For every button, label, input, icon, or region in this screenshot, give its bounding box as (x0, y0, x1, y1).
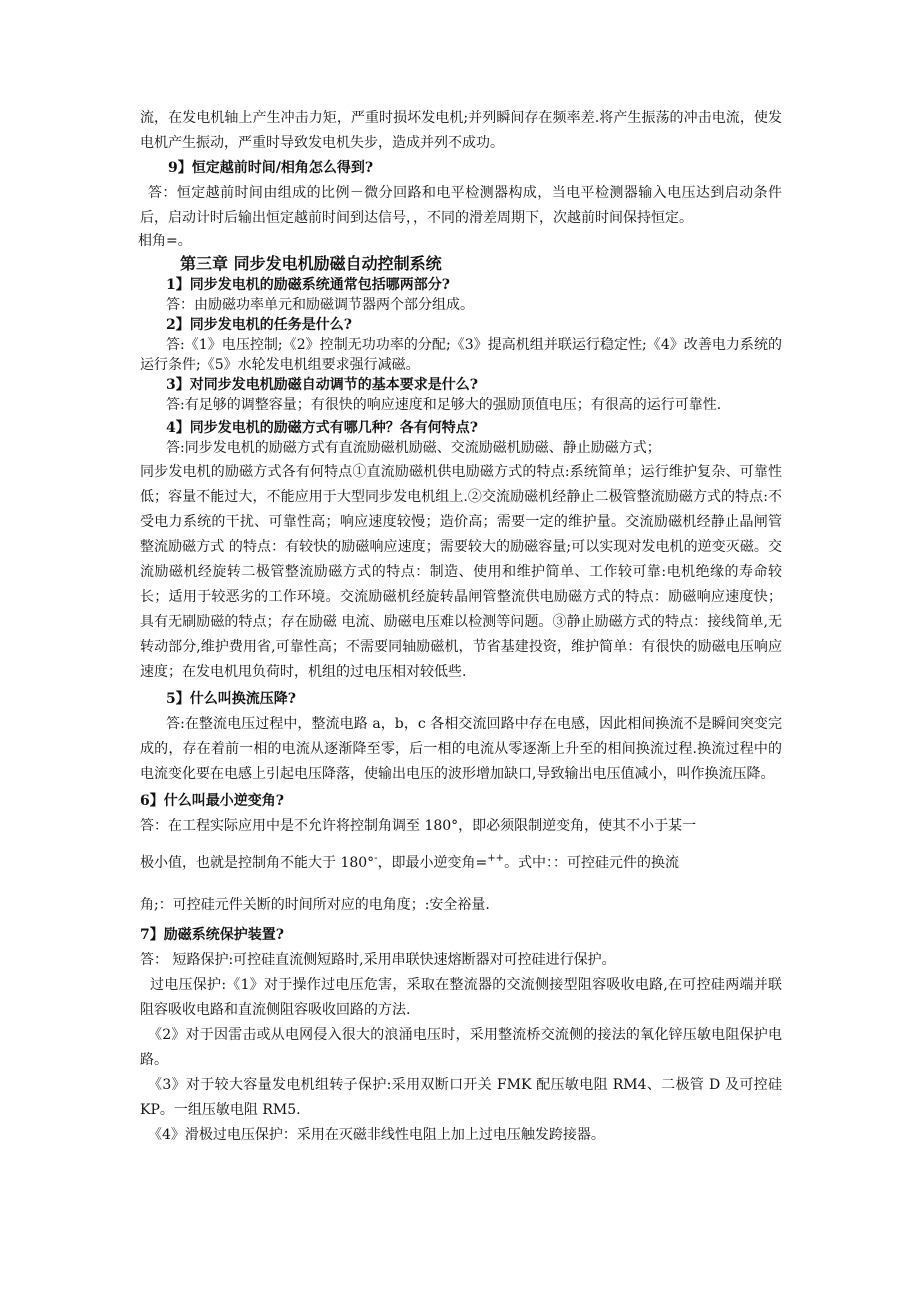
ch3-answer-7-short-circuit: 答： 短路保护:可控硅直流侧短路时,采用串联快速熔断器对可控硅进行保护。 (140, 952, 616, 968)
ch3-answer-4-intro: 答:同步发电机的励磁方式有直流励磁机励磁、交流励磁机励磁、静止励磁方式； (166, 440, 661, 456)
answer-9: 答：恒定越前时间由组成的比例－微分回路和电平检测器构成，当电平检测器输入电压达到启动条件后，启动计时后输出恒定越前时间到达信号，，不同的滑差周期下，次越前时间保持恒定。 (140, 185, 782, 226)
angle-line: 相角=。 (138, 233, 192, 249)
ch3-answer-3: 答:有足够的调整容量；有很快的响应速度和足够大的强励顶值电压；有很高的运行可靠性. (166, 397, 722, 413)
ch3-answer-6-line3: 角;：可控硅元件关断的时间所对应的电角度；:安全裕量. (140, 897, 490, 913)
paragraph-continuation: 流，在发电机轴上产生冲击力矩，严重时损坏发电机;并列瞬间存在频率差.将产生振荡的冲击电流，使发电机产生振动，严重时导致发电机失步，造成并列不成功。 (140, 110, 782, 151)
ch3-answer-5: 答:在整流电压过程中，整流电路 a，b，c 各相交流回路中存在电感，因此相间换流不是瞬间突变完成的，存在着前一相的电流从逐渐降至零，后一相的电流从零逐渐上升至的相间换流过程.换流过程中的电流变化要在电感上引起电压降落，使输出电压的波形增加缺口,导致输出电压值减小，叫作换流压降。 (140, 716, 782, 782)
ch3-answer-6-line1: 答：在工程实际应用中是不允许将控制角调至 180°，即必须限制逆变角，使其不小于某一 (140, 818, 697, 834)
plus-plus-symbol: ++ (487, 853, 505, 864)
ch3-answer-7-item2: 《2》对于因雷击或从电网侵入很大的浪涌电压时，采用整流桥交流侧的接法的氧化锌压敏电阻保护电路。 (140, 1027, 782, 1068)
ch3-answer-6-line2 (140, 841, 782, 881)
chapter-3-heading: 第三章 同步发电机励磁自动控制系统 (180, 254, 442, 273)
answer-6-text-b: ，即最小逆变角= (377, 855, 488, 871)
answer-6-text-a: 极小值，也就是控制角不能大于 180° (140, 855, 375, 871)
ch3-question-6: 6】什么叫最小逆变角? (140, 793, 284, 809)
ch3-answer-4-detail: 同步发电机的励磁方式各有何特点①直流励磁机供电励磁方式的特点:系统简单；运行维护复杂、可靠性低；容量不能过大，不能应用于大型同步发电机组上.②交流励磁机经静止二极管整流励磁方式的特点:不受电力系统的干扰、可靠性高；响应速度较慢；造价高；需要一定的维护量。交流励磁机经静止晶闸管整流励磁方式 的特点：有较快的励磁响应速度；需要较大的励磁容量;可以实现对发电机的逆变灭磁。交流励磁机经旋转二极管整流励磁方式的特点：制造、使用和维护简单、工作较可靠:电机绝缘的寿命较长；适用于较恶劣的工作环境。交流励磁机经旋转晶闸管整流供电励磁方式的特点：励磁响应速度快；具有无刷励磁的特点；存在励磁 电流、励磁电压难以检测等问题。③静止励磁方式的特点：接线简单,无转动部分,维护费用省,可靠性高；不需要同轴励磁机，节省基建投资，维护简单：有很快的励磁电压响应速度；在发电机甩负荷时，机组的过电压相对较低些. (140, 464, 782, 680)
minus-symbol: - (374, 853, 378, 864)
ch3-answer-7-overvoltage: 过电压保护:《1》对于操作过电压危害，采取在整流器的交流侧接型阻容吸收电路,在可控硅两端并联阻容吸收电路和直流侧阻容吸收回路的方法. (140, 977, 782, 1018)
answer-6-text-c: 。式中：：可控硅元件的换流 (504, 855, 680, 871)
ch3-question-3: 3】对同步发电机励磁自动调节的基本要求是什么? (166, 377, 478, 393)
ch3-answer-1: 答：由励磁功率单元和励磁调节器两个部分组成。 (166, 297, 474, 313)
ch3-question-4: 4】同步发电机的励磁方式有哪几种？各有何特点? (166, 420, 478, 436)
question-9: 9】恒定越前时间/相角怎么得到? (168, 160, 374, 176)
ch3-question-7: 7】励磁系统保护装置? (140, 927, 284, 943)
document-page (140, 106, 782, 1148)
ch3-answer-7-item3: 《3》对于较大容量发电机组转子保护:采用双断口开关 FMK 配压敏电阻 RM4、二极管 D 及可控硅 KP。一组压敏电阻 RM5. (140, 1077, 782, 1118)
ch3-answer-7-item4: 《4》滑极过电压保护：采用在灭磁非线性电阻上加上过电压触发跨接器。 (148, 1127, 605, 1143)
ch3-question-2: 2】同步发电机的任务是什么? (166, 317, 352, 333)
ch3-answer-2: 答:《1》电压控制;《2》控制无功功率的分配;《3》提高机组并联运行稳定性;《4》改善电力系统的运行条件;《5》水轮发电机组要求强行减磁。 (140, 337, 782, 373)
ch3-question-1: 1】同步发电机的励磁系统通常包括哪两部分? (166, 277, 450, 293)
ch3-question-5: 5】什么叫换流压降? (166, 691, 296, 707)
